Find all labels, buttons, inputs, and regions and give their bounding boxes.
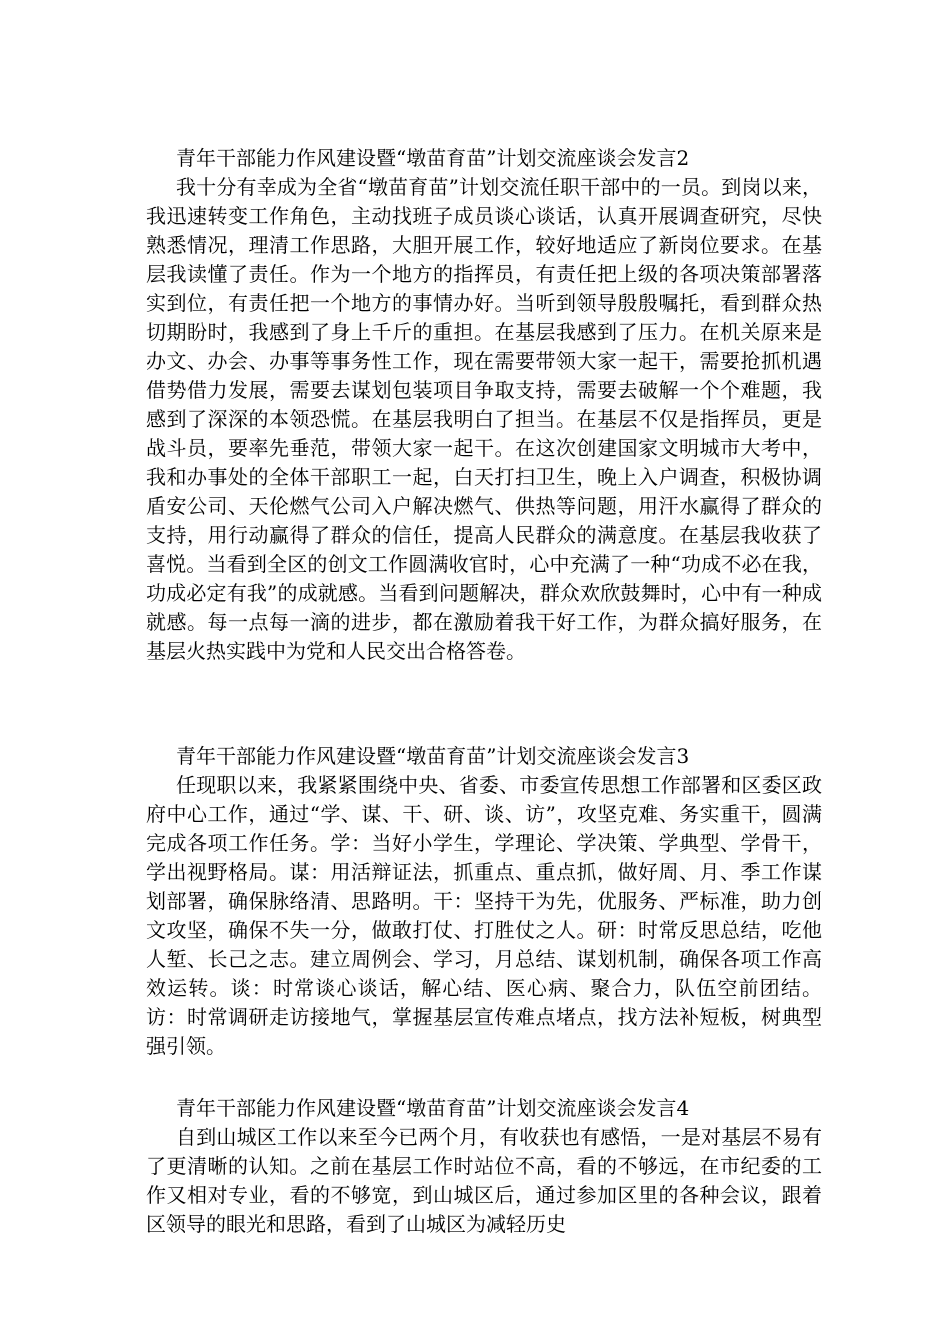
speech-section-4 bbox=[146, 1094, 822, 1239]
section-title: 青年干部能力作风建设暨“墩苗育苗”计划交流座谈会发言2 bbox=[176, 146, 690, 170]
section-title: 青年干部能力作风建设暨“墩苗育苗”计划交流座谈会发言3 bbox=[176, 744, 690, 768]
speech-section-2 bbox=[146, 144, 822, 666]
section-body: 自到山城区工作以来至今已两个月，有收获也有感悟，一是对基层不易有了更清晰的认知。之前在基层工作时站位不高，看的不够远，在市纪委的工作又相对专业，看的不够宽，到山城区后，通过参加区里的各种会议，跟着区领导的眼光和思路，看到了山城区为减轻历史 bbox=[146, 1125, 822, 1236]
speech-section-3 bbox=[146, 742, 822, 1061]
section-body: 任现职以来，我紧紧围绕中央、省委、市委宣传思想工作部署和区委区政府中心工作，通过“学、谋、干、研、谈、访”，攻坚克难、务实重干，圆满完成各项工作任务。学：当好小学生，学理论、学决策、学典型、学骨干，学出视野格局。谋：用活辩证法，抓重点、重点抓，做好周、月、季工作谋划部署，确保脉络清、思路明。干：坚持干为先，优服务、严标准，助力创文攻坚，确保不失一分，做敢打仗、打胜仗之人。研：时常反思总结，吃他人堑、长己之志。建立周例会、学习，月总结、谋划机制，确保各项工作高效运转。谈：时常谈心谈话，解心结、医心病、聚合力，队伍空前团结。访：时常调研走访接地气，掌握基层宣传难点堵点，找方法补短板，树典型强引领。 bbox=[146, 773, 822, 1058]
section-title: 青年干部能力作风建设暨“墩苗育苗”计划交流座谈会发言4 bbox=[176, 1096, 690, 1120]
section-body: 我十分有幸成为全省“墩苗育苗”计划交流任职干部中的一员。到岗以来，我迅速转变工作角色，主动找班子成员谈心谈话，认真开展调查研究，尽快熟悉情况，理清工作思路，大胆开展工作，较好地适应了新岗位要求。在基层我读懂了责任。作为一个地方的指挥员，有责任把上级的各项决策部署落实到位，有责任把一个地方的事情办好。当听到领导殷殷嘱托，看到群众热切期盼时，我感到了身上千斤的重担。在基层我感到了压力。在机关原来是办文、办会、办事等事务性工作，现在需要带领大家一起干，需要抢抓机遇借势借力发展，需要去谋划包装项目争取支持，需要去破解一个个难题，我感到了深深的本领恐慌。在基层我明白了担当。在基层不仅是指挥员，更是战斗员，要率先垂范，带领大家一起干。在这次创建国家文明城市大考中，我和办事处的全体干部职工一起，白天打扫卫生，晚上入户调查，积极协调盾安公司、天伦燃气公司入户解决燃气、供热等问题，用汗水赢得了群众的支持，用行动赢得了群众的信任，提高人民群众的满意度。在基层我收获了喜悦。当看到全区的创文工作圆满收官时，心中充满了一种“功成不必在我，功成必定有我”的成就感。当看到问题解决，群众欢欣鼓舞时，心中有一种成就感。每一点每一滴的进步，都在激励着我干好工作，为群众搞好服务，在基层火热实践中为党和人民交出合格答卷。 bbox=[146, 175, 822, 663]
